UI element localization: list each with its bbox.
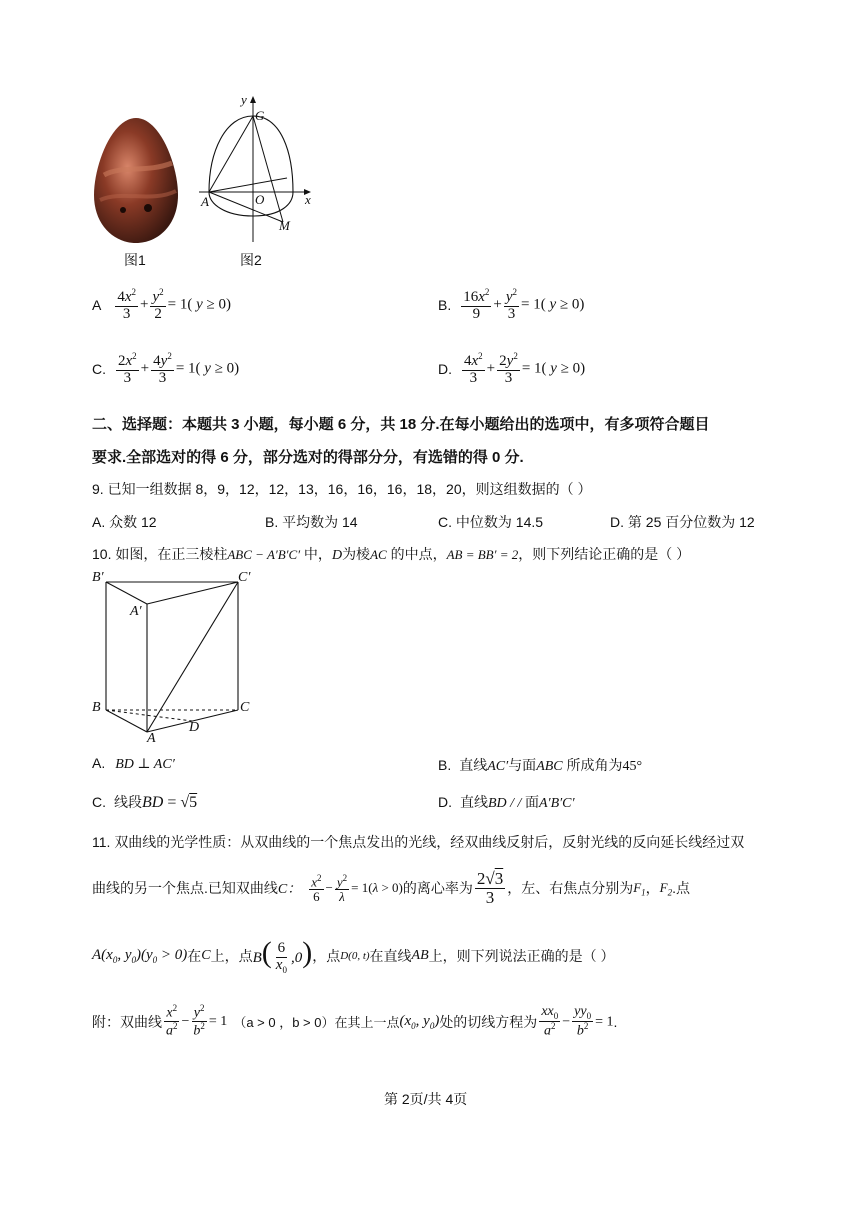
prism-label-ap: A′ bbox=[130, 604, 142, 619]
page-footer: 第 2页/共 4页 bbox=[384, 1091, 468, 1107]
q8-option-a bbox=[92, 288, 231, 323]
q10-option-a: A. BD ⊥ AC′ bbox=[92, 755, 175, 772]
q11-line2: 曲线的另一个焦点.已知双曲线 C： $\frac{x^2}{6}$ − $\frac{y^2}{\lambda}$ = 1(λ > 0) 的离心率为 $\frac{2√3}{3}$ ，左、右焦点分别为 $F_1$ ， $F_2$ .点 bbox=[92, 869, 691, 907]
fig2-label-x: x bbox=[305, 192, 311, 207]
q11-line1: 11. 双曲线的光学性质：从双曲线的一个焦点发出的光线，经双曲线反射后，反射光线的反向延长线经过双 bbox=[92, 834, 745, 850]
option-letter: A bbox=[92, 297, 102, 314]
prism-label-c: C bbox=[240, 700, 250, 715]
q9-option-d: D. 第 25 百分位数为 12 bbox=[610, 514, 755, 530]
equation: $\frac{2x^2}{3}$ + $\frac{4y^2}{3}$ = 1( y ≥ 0) bbox=[118, 351, 240, 386]
section-2-header-line1: 二、选择题：本题共 3 小题，每小题 6 分，共 18 分.在每小题给出的选项中，有多项符合题目 bbox=[92, 416, 710, 433]
figure-1-ocarina bbox=[92, 115, 180, 245]
q9-option-a: A. 众数 12 bbox=[92, 514, 157, 530]
q8-option-d bbox=[438, 352, 585, 387]
fig2-label-g: G bbox=[255, 108, 265, 123]
figure-2-diagram bbox=[195, 92, 325, 252]
q9-stem: 9. 已知一组数据 8，9，12，12，13，16，16，16，18，20，则这组数据的（ ） bbox=[92, 481, 592, 497]
prism-label-cp: C′ bbox=[238, 570, 251, 585]
equation: $\frac{16x^2}{9}$ + $\frac{y^2}{3}$ = 1( y ≥ 0) bbox=[463, 287, 585, 322]
q11-line3: $A(x_0$, $y_0)(y_0 > 0)$ 在 C 上，点 B( $\frac{6}{x_0}$ ,0) ，点 D(0, t) 在直线 AB 上，则下列说法正确的是（ ） bbox=[92, 936, 615, 976]
ocarina-image bbox=[92, 115, 180, 245]
q8-option-c bbox=[92, 352, 239, 387]
prism-label-d: D bbox=[189, 720, 200, 735]
equation: $\frac{4x^2}{3}$ + $\frac{2y^2}{3}$ = 1( y ≥ 0) bbox=[464, 351, 586, 386]
q11-note: 附：双曲线 $\frac{x^2}{a^2}$ − $\frac{y^2}{b^2}$ = 1 （a > 0 ，b > 0）在其上一点 ($x_0$, $y_0$) 处的切线方程为 $\frac{xx_0}{a^2}$ − $\frac{yy_0}{b^2}$ = 1 . bbox=[92, 1003, 618, 1039]
q10-prism-figure bbox=[92, 572, 262, 747]
prism-label-a: A bbox=[147, 731, 156, 746]
figure-1-caption: 图1 bbox=[124, 252, 146, 268]
fig2-label-y: y bbox=[241, 92, 247, 107]
q10-option-c: C. 线段BD = √5 bbox=[92, 794, 198, 811]
q10-option-b: B. 直线AC′与面ABC 所成角为45° bbox=[438, 757, 643, 774]
fig2-label-a: A bbox=[201, 194, 209, 209]
fig2-label-o: O bbox=[255, 192, 265, 207]
section-2-header-line2: 要求.全部选对的得 6 分，部分选对的得部分分，有选错的得 0 分. bbox=[92, 449, 524, 466]
option-letter: D. bbox=[438, 361, 452, 378]
fig2-label-m: M bbox=[279, 218, 290, 233]
equation: $\frac{4x^2}{3}$ + $\frac{y^2}{2}$ = 1( y ≥ 0) bbox=[117, 287, 232, 322]
q10-stem: 10. 如图，在正三棱柱ABC − A′B′C′ 中，D为棱AC 的中点，AB = BB′ = 2，则下列结论正确的是（ ） bbox=[92, 546, 691, 563]
q10-option-d: D. 直线BD / / 面A′B′C′ bbox=[438, 794, 575, 811]
option-letter: B. bbox=[438, 297, 452, 314]
prism-label-b: B bbox=[92, 700, 101, 715]
figure-2-caption: 图2 bbox=[240, 252, 262, 268]
q9-option-c: C. 中位数为 14.5 bbox=[438, 514, 544, 530]
q9-option-b: B. 平均数为 14 bbox=[265, 514, 358, 530]
prism-diagram bbox=[92, 572, 262, 747]
option-letter: C. bbox=[92, 361, 106, 378]
prism-label-bp: B′ bbox=[92, 570, 104, 585]
q8-option-b bbox=[438, 288, 584, 323]
